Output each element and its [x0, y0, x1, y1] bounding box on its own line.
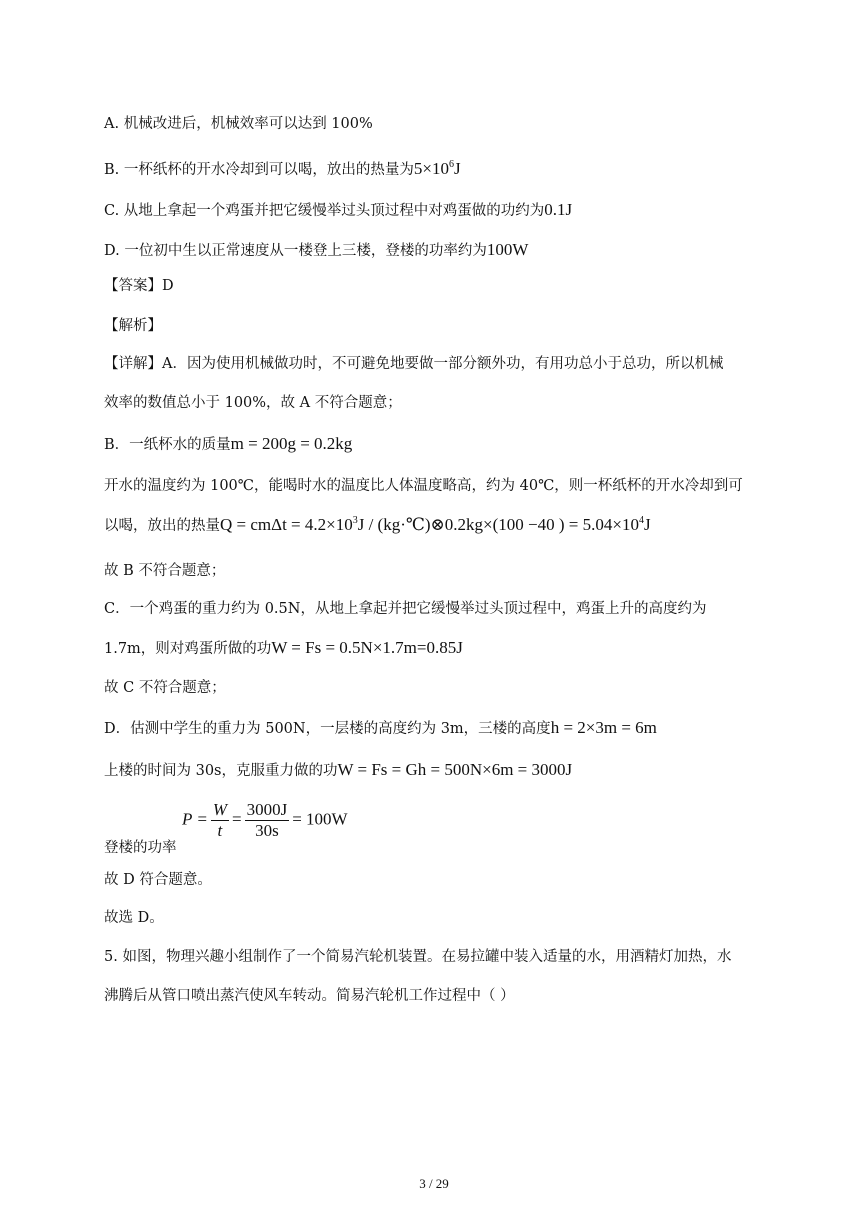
detail-b-line3 [104, 515, 651, 536]
detail-d-power-formula: P = $\frac{W}{t}$ = $\frac{3000J}{30s}$ = 100W [182, 800, 348, 840]
analysis-heading: 【解析】 [104, 318, 162, 334]
option-b-text: B. 一杯纸杯的开水冷却到可以喝，放出的热量为 [104, 162, 414, 178]
detail-b-mass-formula: m = 200g = 0.2kg [230, 434, 353, 453]
detail-b-mass-text: B．一纸杯水的质量 [104, 437, 231, 453]
detail-a-line2: 效率的数值总小于 100%，故 A 不符合题意； [104, 395, 402, 411]
fraction-3000j-over-30s: $\frac{3000J}{30s}$ [246, 800, 288, 840]
option-a: A. 机械改进后，机械效率可以达到 100% [104, 116, 373, 132]
detail-a-line1: 【详解】A．因为使用机械做功时，不可避免地要做一部分额外功，有用功总小于总功，所以机械 [104, 356, 724, 372]
option-c-formula: 0.1J [544, 200, 573, 219]
option-c [104, 200, 572, 221]
detail-c-line2 [104, 638, 463, 659]
detail-b-heat-formula: $Q = cm\Delta t = 4.2\times 10^3J$ / (kg·℃)⊗0.2kg×(100 −40 ) = $5.04\times 10^4J$ [220, 515, 651, 534]
detail-d-line4: 故 D 符合题意。 [104, 872, 212, 888]
option-d-formula: 100W [486, 240, 529, 259]
option-b [104, 159, 461, 180]
question5-line2: 沸腾后从管口喷出蒸汽使风车转动。简易汽轮机工作过程中（ ） [104, 988, 515, 1004]
detail-c-work-text: 1.7m，则对鸡蛋所做的功 [104, 641, 272, 657]
detail-d-height-text: D．估测中学生的重力为 500N，一层楼的高度约为 3m，三楼的高度 [104, 721, 551, 737]
option-d-text: D. 一位初中生以正常速度从一楼登上三楼，登楼的功率约为 [104, 243, 487, 259]
detail-d-line2 [104, 760, 572, 781]
option-c-text: C. 从地上拿起一个鸡蛋并把它缓慢举过头顶过程中对鸡蛋做的功约为 [104, 203, 545, 219]
answer-line: 【答案】D [104, 278, 174, 294]
question5-line1: 5. 如图，物理兴趣小组制作了一个简易汽轮机装置。在易拉罐中装入适量的水，用酒精灯加热，水 [104, 949, 732, 965]
detail-d-line3-label: 登楼的功率 [104, 840, 177, 856]
detail-b-line2: 开水的温度约为 100℃，能喝时水的温度比人体温度略高，约为 40℃，则一杯纸杯的开水冷却到可 [104, 478, 743, 494]
detail-d-line1 [104, 718, 657, 739]
detail-c-line3: 故 C 不符合题意； [104, 680, 226, 696]
detail-d-work-text: 上楼的时间为 30s，克服重力做的功 [104, 763, 338, 779]
detail-d-height-formula: h = 2×3m = 6m [550, 718, 657, 737]
fraction-w-over-t: $\frac{W}{t}$ [212, 800, 227, 840]
detail-d-work-formula: W = Fs = Gh = 500N×6m = 3000J [337, 760, 573, 779]
page-number: 3 / 29 [419, 1176, 449, 1191]
detail-b-line1 [104, 434, 352, 455]
conclusion: 故选 D。 [104, 910, 164, 926]
detail-b-line4: 故 B 不符合题意； [104, 563, 226, 579]
detail-c-line1: C．一个鸡蛋的重力约为 0.5N，从地上拿起并把它缓慢举过头顶过程中，鸡蛋上升的高度约为 [104, 601, 707, 617]
option-b-formula: $5\times 10^6J$ [413, 159, 461, 178]
detail-c-work-formula: W = Fs = 0.5N×1.7m=0.85J [271, 638, 463, 657]
option-d [104, 240, 528, 261]
detail-b-heat-text: 以喝，放出的热量 [104, 518, 220, 534]
